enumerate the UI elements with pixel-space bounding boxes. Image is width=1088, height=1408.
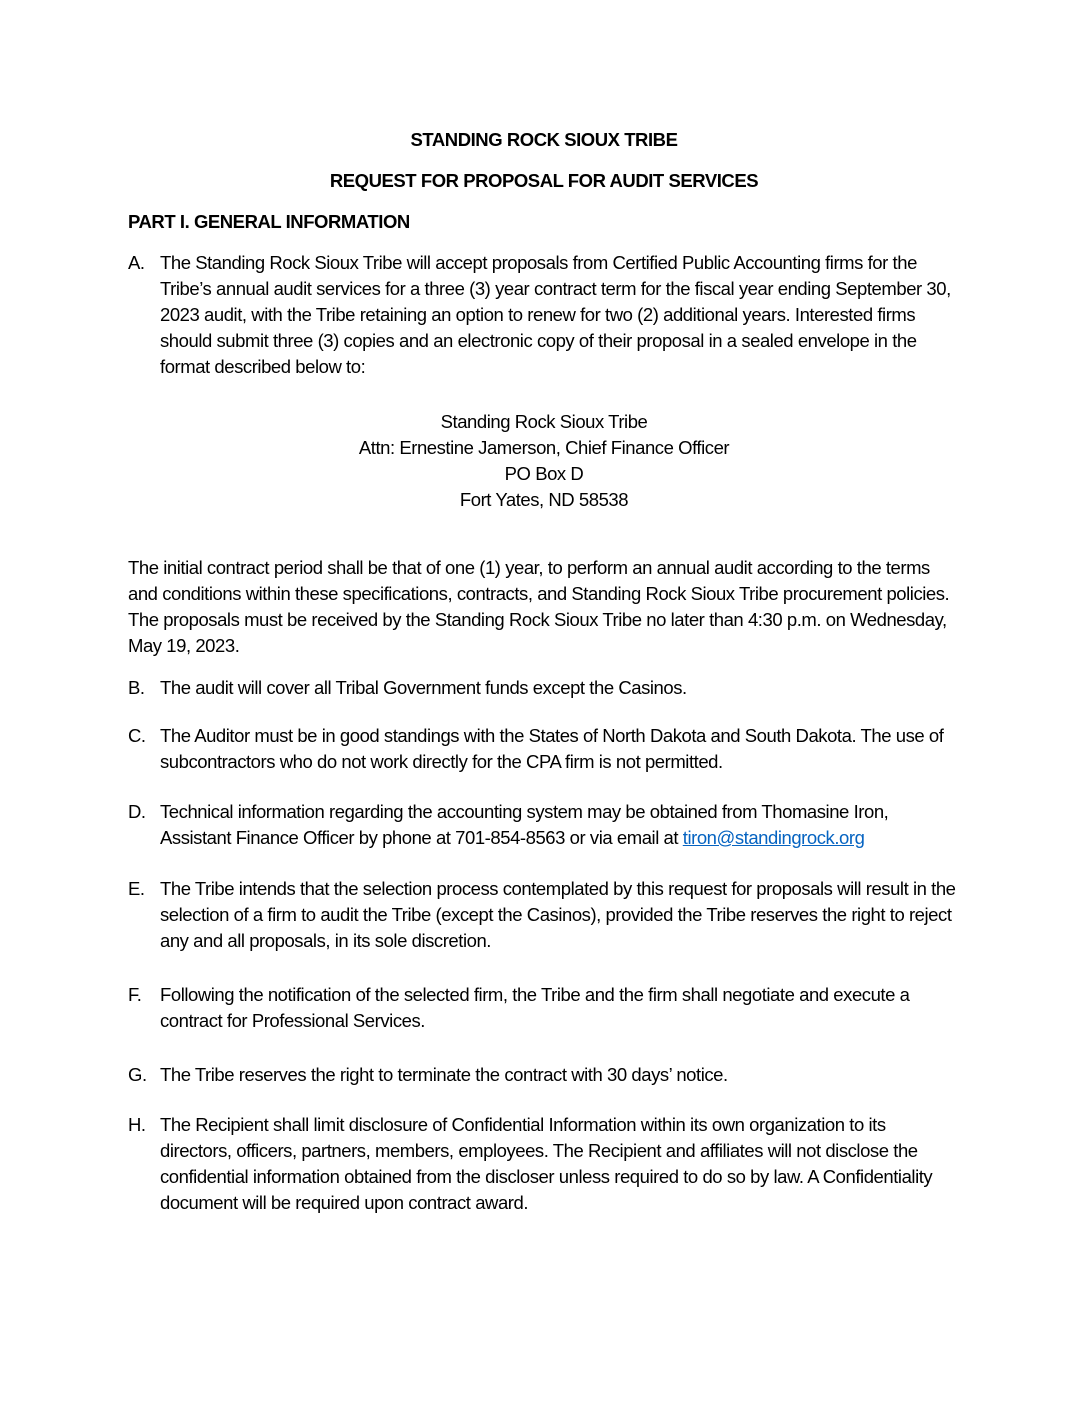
contract-paragraph-line: and conditions within these specifications, contracts, and Standing Rock Sioux Tribe procurement policies. [128,583,950,604]
item-g-line: The Tribe reserves the right to terminate the contract with 30 days’ notice. [160,1064,728,1085]
item-f-marker: F. [128,984,142,1005]
item-f-line: Following the notification of the selected firm, the Tribe and the firm shall negotiate and execute a [160,984,910,1005]
item-h-line: document will be required upon contract award. [160,1192,529,1213]
item-b-marker: B. [128,677,145,698]
item-a-line: The Standing Rock Sioux Tribe will accept proposals from Certified Public Accounting firms for the [160,252,917,273]
contract-paragraph-line: The initial contract period shall be that of one (1) year, to perform an annual audit according to the terms [128,557,930,578]
address-line: Attn: Ernestine Jamerson, Chief Finance Officer [358,437,730,458]
item-c-line: subcontractors who do not work directly for the CPA firm is not permitted. [160,751,723,772]
item-c-line: The Auditor must be in good standings with the States of North Dakota and South Dakota. The use of [160,725,944,746]
item-e-line: The Tribe intends that the selection process contemplated by this request for proposals will result in the [160,878,956,899]
item-a-line: should submit three (3) copies and an electronic copy of their proposal in a sealed envelope in the [160,330,917,351]
contract-paragraph-line: May 19, 2023. [128,635,240,656]
item-f-line: contract for Professional Services. [160,1010,425,1031]
item-h-line: directors, officers, partners, members, employees. The Recipient and affiliates will not disclose the [160,1140,918,1161]
item-e-line: selection of a firm to audit the Tribe (except the Casinos), provided the Tribe reserves the right to reject [160,904,952,925]
document-subtitle: REQUEST FOR PROPOSAL FOR AUDIT SERVICES [329,170,759,191]
item-d-line: Technical information regarding the accounting system may be obtained from Thomasine Iron, [160,801,889,822]
item-e-line: any and all proposals, in its sole discretion. [160,930,491,951]
item-h-line: The Recipient shall limit disclosure of Confidential Information within its own organization to its [160,1114,886,1135]
item-a-marker: A. [128,252,145,273]
item-a-line: 2023 audit, with the Tribe retaining an option to renew for two (2) additional years. Interested firms [160,304,916,325]
item-d-line [160,825,864,851]
item-g-marker: G. [128,1064,147,1085]
contract-paragraph-line: The proposals must be received by the Standing Rock Sioux Tribe no later than 4:30 p.m. on Wednesday, [128,609,947,630]
item-h-line: confidential information obtained from the discloser unless required to do so by law. A Confidentiality [160,1166,933,1187]
item-e-marker: E. [128,878,145,899]
item-h-marker: H. [128,1114,146,1135]
part-heading: PART I. GENERAL INFORMATION [128,211,410,232]
address-line: PO Box D [504,463,584,484]
item-a-line: format described below to: [160,356,366,377]
item-b-line: The audit will cover all Tribal Government funds except the Casinos. [160,677,687,698]
item-c-marker: C. [128,725,146,746]
email-link[interactable]: tiron@standingrock.org [682,827,865,848]
document-title: STANDING ROCK SIOUX TRIBE [410,129,678,150]
item-d-line-text: Assistant Finance Officer by phone at 701-854-8563 or via email at [160,827,683,848]
item-d-marker: D. [128,801,146,822]
item-a-line: Tribe’s annual audit services for a three (3) year contract term for the fiscal year ending September 30, [160,278,951,299]
address-line: Fort Yates, ND 58538 [459,489,629,510]
address-line: Standing Rock Sioux Tribe [440,411,648,432]
